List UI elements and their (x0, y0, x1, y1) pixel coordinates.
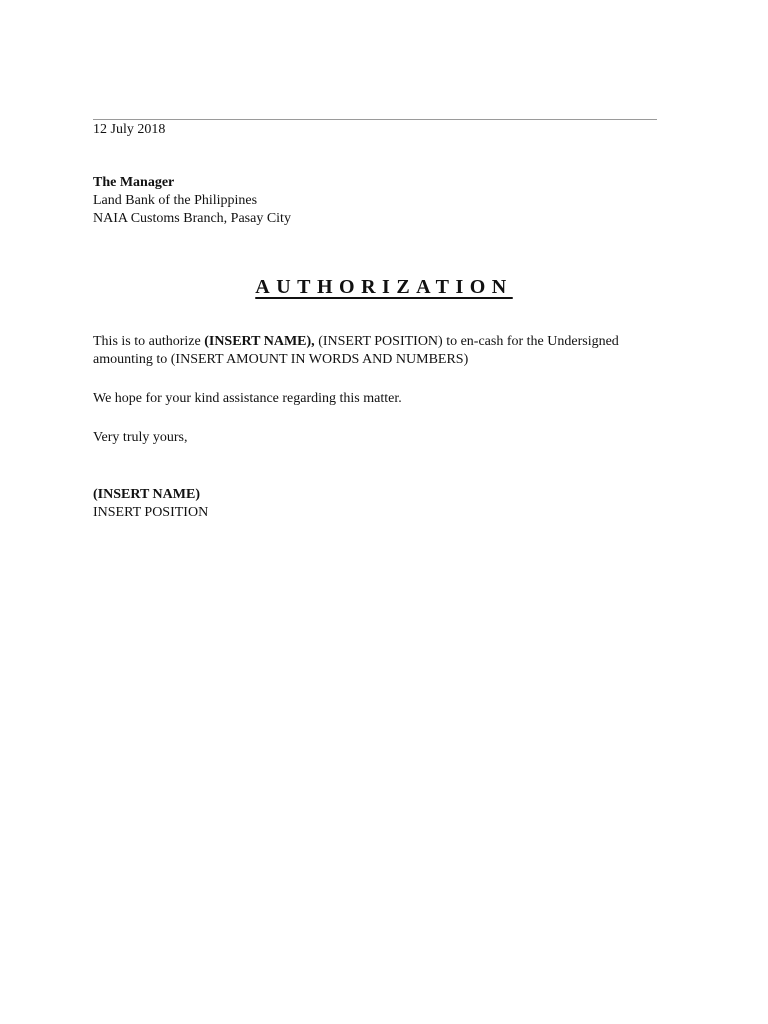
body-paragraph-2: We hope for your kind assistance regarding this matter. (93, 391, 402, 406)
signatory-name: (INSERT NAME) (93, 487, 200, 502)
body-paragraph-1-line-1 (93, 333, 619, 351)
body-insert-name: (INSERT NAME), (204, 334, 315, 349)
header-rule (93, 119, 657, 120)
recipient-branch: NAIA Customs Branch, Pasay City (93, 211, 291, 226)
signatory-position: INSERT POSITION (93, 505, 209, 520)
body-paragraph-1-line-2: amounting to (INSERT AMOUNT IN WORDS AND NUMBERS) (93, 352, 469, 367)
recipient-title: The Manager (93, 175, 175, 190)
body-intro-text: This is to authorize (93, 334, 205, 349)
body-rest-text: (INSERT POSITION) to en-cash for the Undersigned (314, 334, 619, 349)
closing-salutation: Very truly yours, (93, 430, 188, 445)
recipient-organization: Land Bank of the Philippines (93, 193, 258, 208)
letter-heading: AUTHORIZATION (255, 276, 513, 298)
letter-date: 12 July 2018 (93, 122, 166, 137)
